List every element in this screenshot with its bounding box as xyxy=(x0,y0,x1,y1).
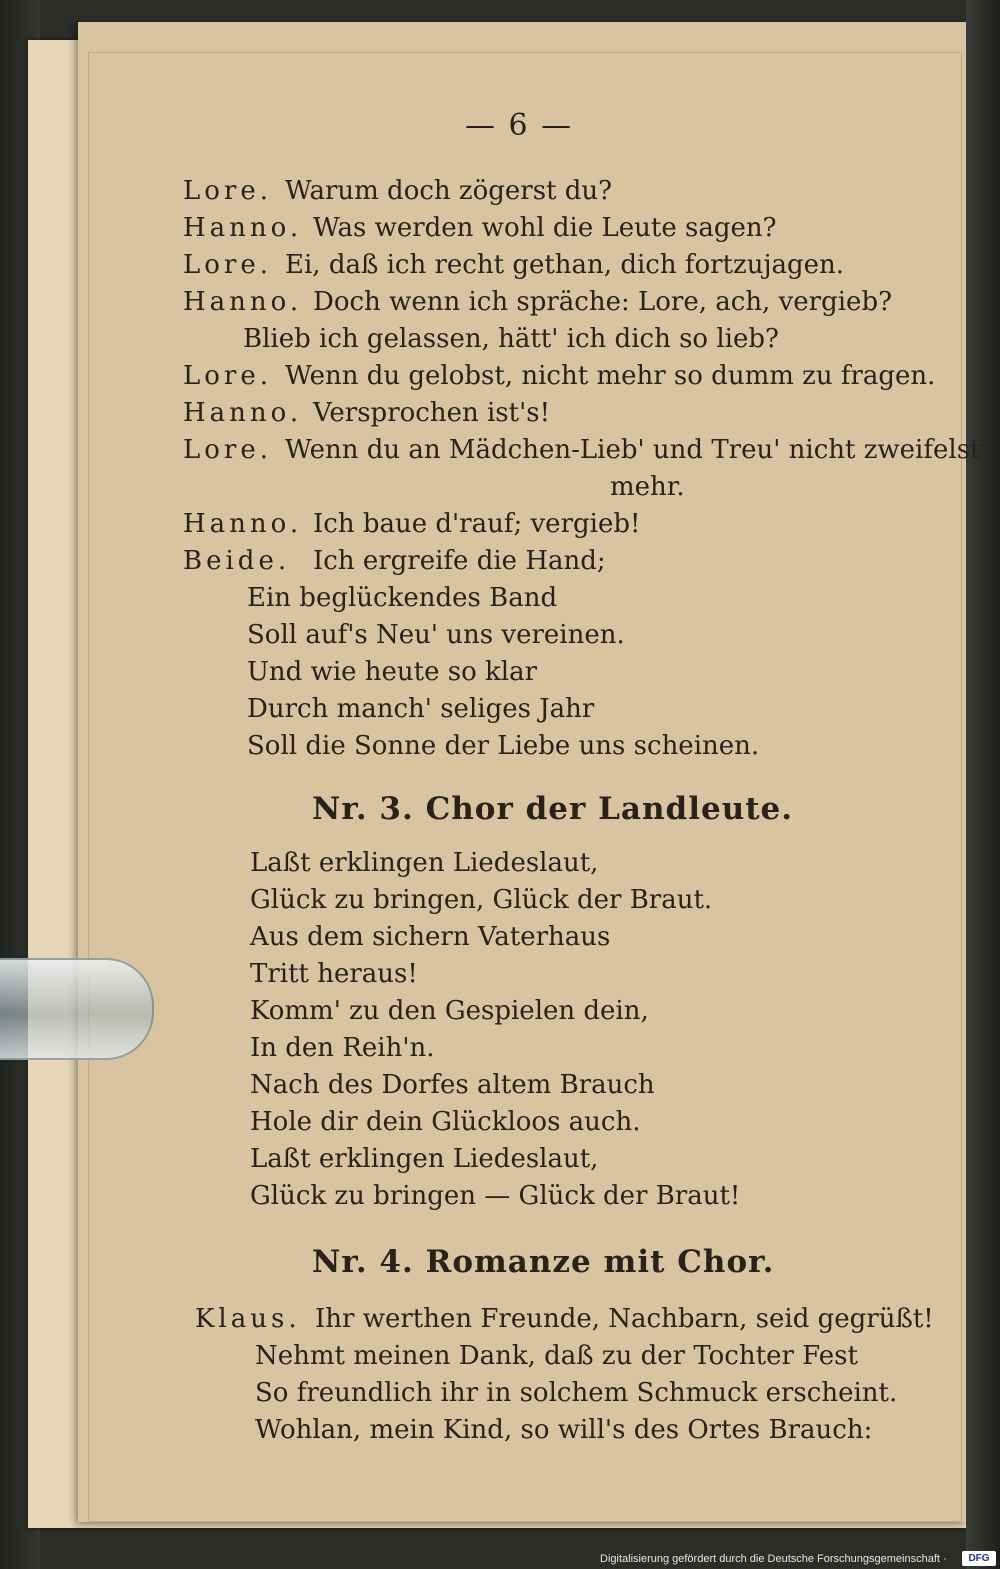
dialogue-line: Ei, daß ich recht gethan, dich fortzujagen. xyxy=(285,250,845,280)
dialogue-line: Soll auf's Neu' uns vereinen. xyxy=(247,620,625,650)
speaker-label: Lore. xyxy=(183,250,272,280)
dialogue-line: Ein beglückendes Band xyxy=(247,583,558,613)
dialogue-line: Doch wenn ich spräche: Lore, ach, vergieb? xyxy=(313,287,893,317)
speaker-label: Klaus. xyxy=(195,1304,301,1334)
chorus-line: Laßt erklingen Liedeslaut, xyxy=(250,1144,599,1174)
chorus-line: Hole dir dein Glückloos auch. xyxy=(250,1107,641,1137)
chorus-line: Tritt heraus! xyxy=(250,959,418,989)
page-number: — 6 — xyxy=(465,108,574,143)
scan-backdrop-right xyxy=(966,0,1000,1569)
dialogue-line: So freundlich ihr in solchem Schmuck erscheint. xyxy=(255,1378,898,1408)
dialogue-line: Blieb ich gelassen, hätt' ich dich so lieb? xyxy=(243,324,779,354)
speaker-label: Lore. xyxy=(183,435,272,465)
chorus-line: In den Reih'n. xyxy=(250,1033,435,1063)
dialogue-line: Ich ergreife die Hand; xyxy=(313,546,606,576)
speaker-label: Beide. xyxy=(183,546,291,576)
speaker-label: Lore. xyxy=(183,176,272,206)
dialogue-line: Nehmt meinen Dank, daß zu der Tochter Fest xyxy=(255,1341,858,1371)
chorus-line: Nach des Dorfes altem Brauch xyxy=(250,1070,655,1100)
section-heading-4: Nr. 4. Romanze mit Chor. xyxy=(312,1244,775,1280)
dialogue-line: mehr. xyxy=(610,472,685,502)
dialogue-line: Wohlan, mein Kind, so will's des Ortes Brauch: xyxy=(255,1415,873,1445)
dialogue-line: Ich baue d'rauf; vergieb! xyxy=(313,509,641,539)
dialogue-line: Was werden wohl die Leute sagen? xyxy=(313,213,777,243)
dialogue-line: Soll die Sonne der Liebe uns scheinen. xyxy=(247,731,760,761)
speaker-label: Hanno. xyxy=(183,509,303,539)
dfg-logo: DFG xyxy=(962,1551,996,1566)
chorus-line: Laßt erklingen Liedeslaut, xyxy=(250,848,599,878)
dialogue-line: Versprochen ist's! xyxy=(313,398,551,428)
section-heading-3: Nr. 3. Chor der Landleute. xyxy=(312,791,794,827)
speaker-label: Lore. xyxy=(183,361,272,391)
speaker-label: Hanno. xyxy=(183,287,303,317)
chorus-line: Glück zu bringen — Glück der Braut! xyxy=(250,1181,741,1211)
chorus-line: Komm' zu den Gespielen dein, xyxy=(250,996,649,1026)
footer-credit: Digitalisierung gefördert durch die Deutsche Forschungsgemeinschaft · xyxy=(600,1553,947,1565)
dialogue-line: Ihr werthen Freunde, Nachbarn, seid gegrüßt! xyxy=(315,1304,934,1334)
chorus-line: Glück zu bringen, Glück der Braut. xyxy=(250,885,713,915)
chorus-line: Aus dem sichern Vaterhaus xyxy=(250,922,611,952)
speaker-label: Hanno. xyxy=(183,398,303,428)
dialogue-line: Durch manch' seliges Jahr xyxy=(247,694,595,724)
dialogue-line: Und wie heute so klar xyxy=(247,657,538,687)
dialogue-line: Wenn du an Mädchen-Lieb' und Treu' nicht zweifelst xyxy=(285,435,981,465)
scanner-clip xyxy=(0,958,154,1060)
dialogue-line: Wenn du gelobst, nicht mehr so dumm zu fragen. xyxy=(285,361,936,391)
speaker-label: Hanno. xyxy=(183,213,303,243)
book-page xyxy=(78,22,966,1522)
dialogue-line: Warum doch zögerst du? xyxy=(285,176,613,206)
